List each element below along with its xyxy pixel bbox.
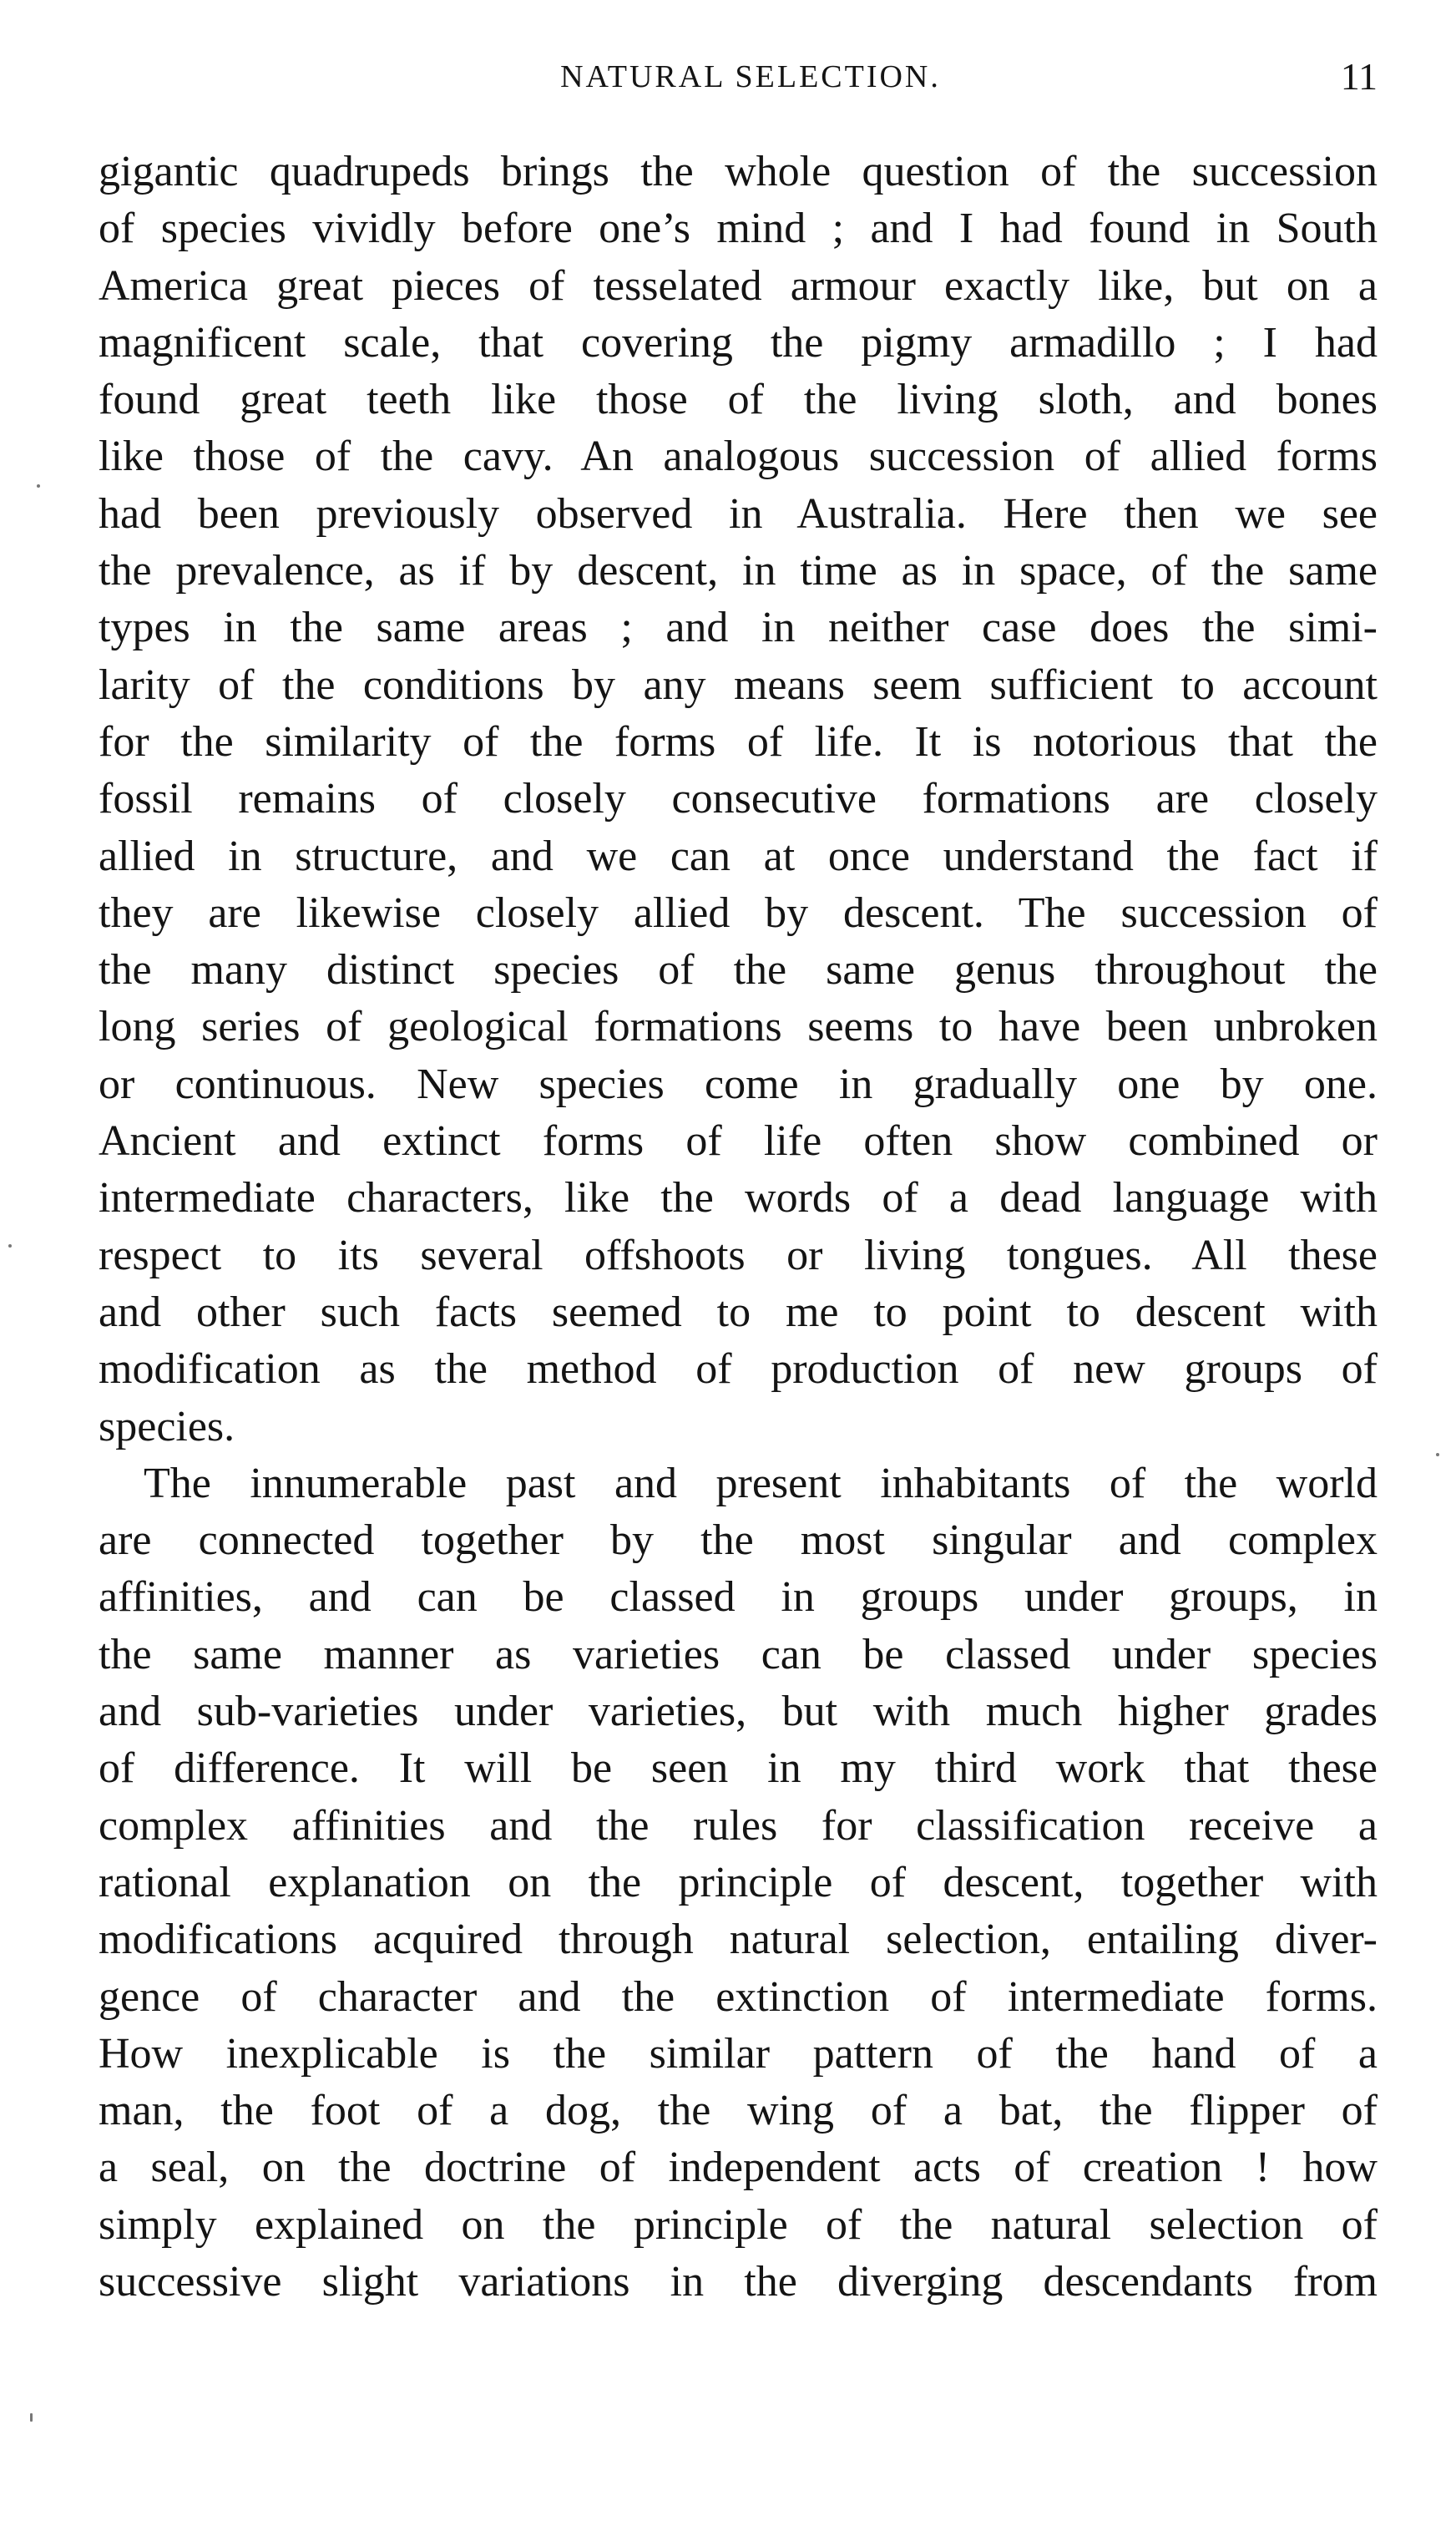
text-line: larity of the conditions by any means seem sufficient to account [99, 661, 1378, 709]
text-line: fossil remains of closely consecutive formations are closely [99, 775, 1378, 823]
text-line: a seal, on the doctrine of independent acts of creation ! how [99, 2144, 1378, 2192]
text-line: intermediate characters, like the words of a dead language with [99, 1174, 1378, 1223]
text-line: complex affinities and the rules for classification receive a [99, 1801, 1378, 1850]
text-line: had been previously observed in Australia. Here then we see [99, 489, 1378, 538]
running-head [99, 52, 1378, 102]
text-line: respect to its several offshoots or living tongues. All these [99, 1231, 1378, 1279]
text-line: types in the same areas ; and in neither case does the simi- [99, 604, 1378, 652]
text-line: successive slight variations in the diverging descendants from [99, 2257, 1378, 2306]
text-line: the same manner as varieties can be classed under species [99, 1630, 1378, 1678]
running-title: NATURAL SELECTION. [560, 59, 941, 94]
scan-speck [37, 484, 40, 488]
scan-speck [30, 2413, 33, 2422]
text-line: gence of character and the extinction of intermediate forms. [99, 1972, 1378, 2021]
scan-speck [8, 1244, 12, 1248]
text-line: they are likewise closely allied by descent. The succession of [99, 888, 1378, 937]
text-line: for the similarity of the forms of life. It is notorious that the [99, 717, 1378, 766]
text-line: magnificent scale, that covering the pigmy armadillo ; I had [99, 318, 1378, 367]
text-line: allied in structure, and we can at once understand the fact if [99, 832, 1378, 880]
text-line: man, the foot of a dog, the wing of a bat, the flipper of [99, 2087, 1378, 2135]
page-number: 11 [1340, 55, 1378, 98]
text-line: species. [99, 1402, 235, 1450]
text-line: affinities, and can be classed in groups under groups, in [99, 1573, 1378, 1622]
text-line: Ancient and extinct forms of life often show combined or [99, 1117, 1378, 1166]
text-line: or continuous. New species come in gradually one by one. [99, 1060, 1378, 1108]
text-line: How inexplicable is the similar pattern of the hand of a [99, 2029, 1378, 2078]
text-line: the prevalence, as if by descent, in time as in space, of the same [99, 547, 1378, 595]
text-line: like those of the cavy. An analogous succession of allied forms [99, 433, 1378, 481]
text-line: of difference. It will be seen in my third work that these [99, 1744, 1378, 1793]
text-line: simply explained on the principle of the natural selection of [99, 2200, 1378, 2249]
text-line: modifications acquired through natural selection, entailing diver- [99, 1916, 1378, 1964]
text-line: rational explanation on the principle of descent, together with [99, 1858, 1378, 1906]
text-line: and sub-varieties under varieties, but with much higher grades [99, 1688, 1378, 1736]
text-line: The innumerable past and present inhabitants of the world [144, 1459, 1378, 1507]
text-line: modification as the method of production of new groups of [99, 1345, 1378, 1394]
paragraph-1 [99, 144, 1378, 1455]
paragraph-2 [99, 1455, 1378, 2311]
text-line: and other such facts seemed to me to point to descent with [99, 1288, 1378, 1336]
text-line: of species vividly before one’s mind ; and I had found in South [99, 205, 1378, 253]
text-line: found great teeth like those of the living sloth, and bones [99, 376, 1378, 424]
text-line: long series of geological formations seems to have been unbroken [99, 1003, 1378, 1051]
text-line: are connected together by the most singular and complex [99, 1516, 1378, 1565]
body-text [99, 144, 1378, 2311]
text-line: gigantic quadrupeds brings the whole question of the succession [99, 148, 1378, 195]
text-line: America great pieces of tesselated armour exactly like, but on a [99, 261, 1378, 310]
text-line: the many distinct species of the same genus throughout the [99, 946, 1378, 995]
scan-speck [1436, 1453, 1439, 1456]
